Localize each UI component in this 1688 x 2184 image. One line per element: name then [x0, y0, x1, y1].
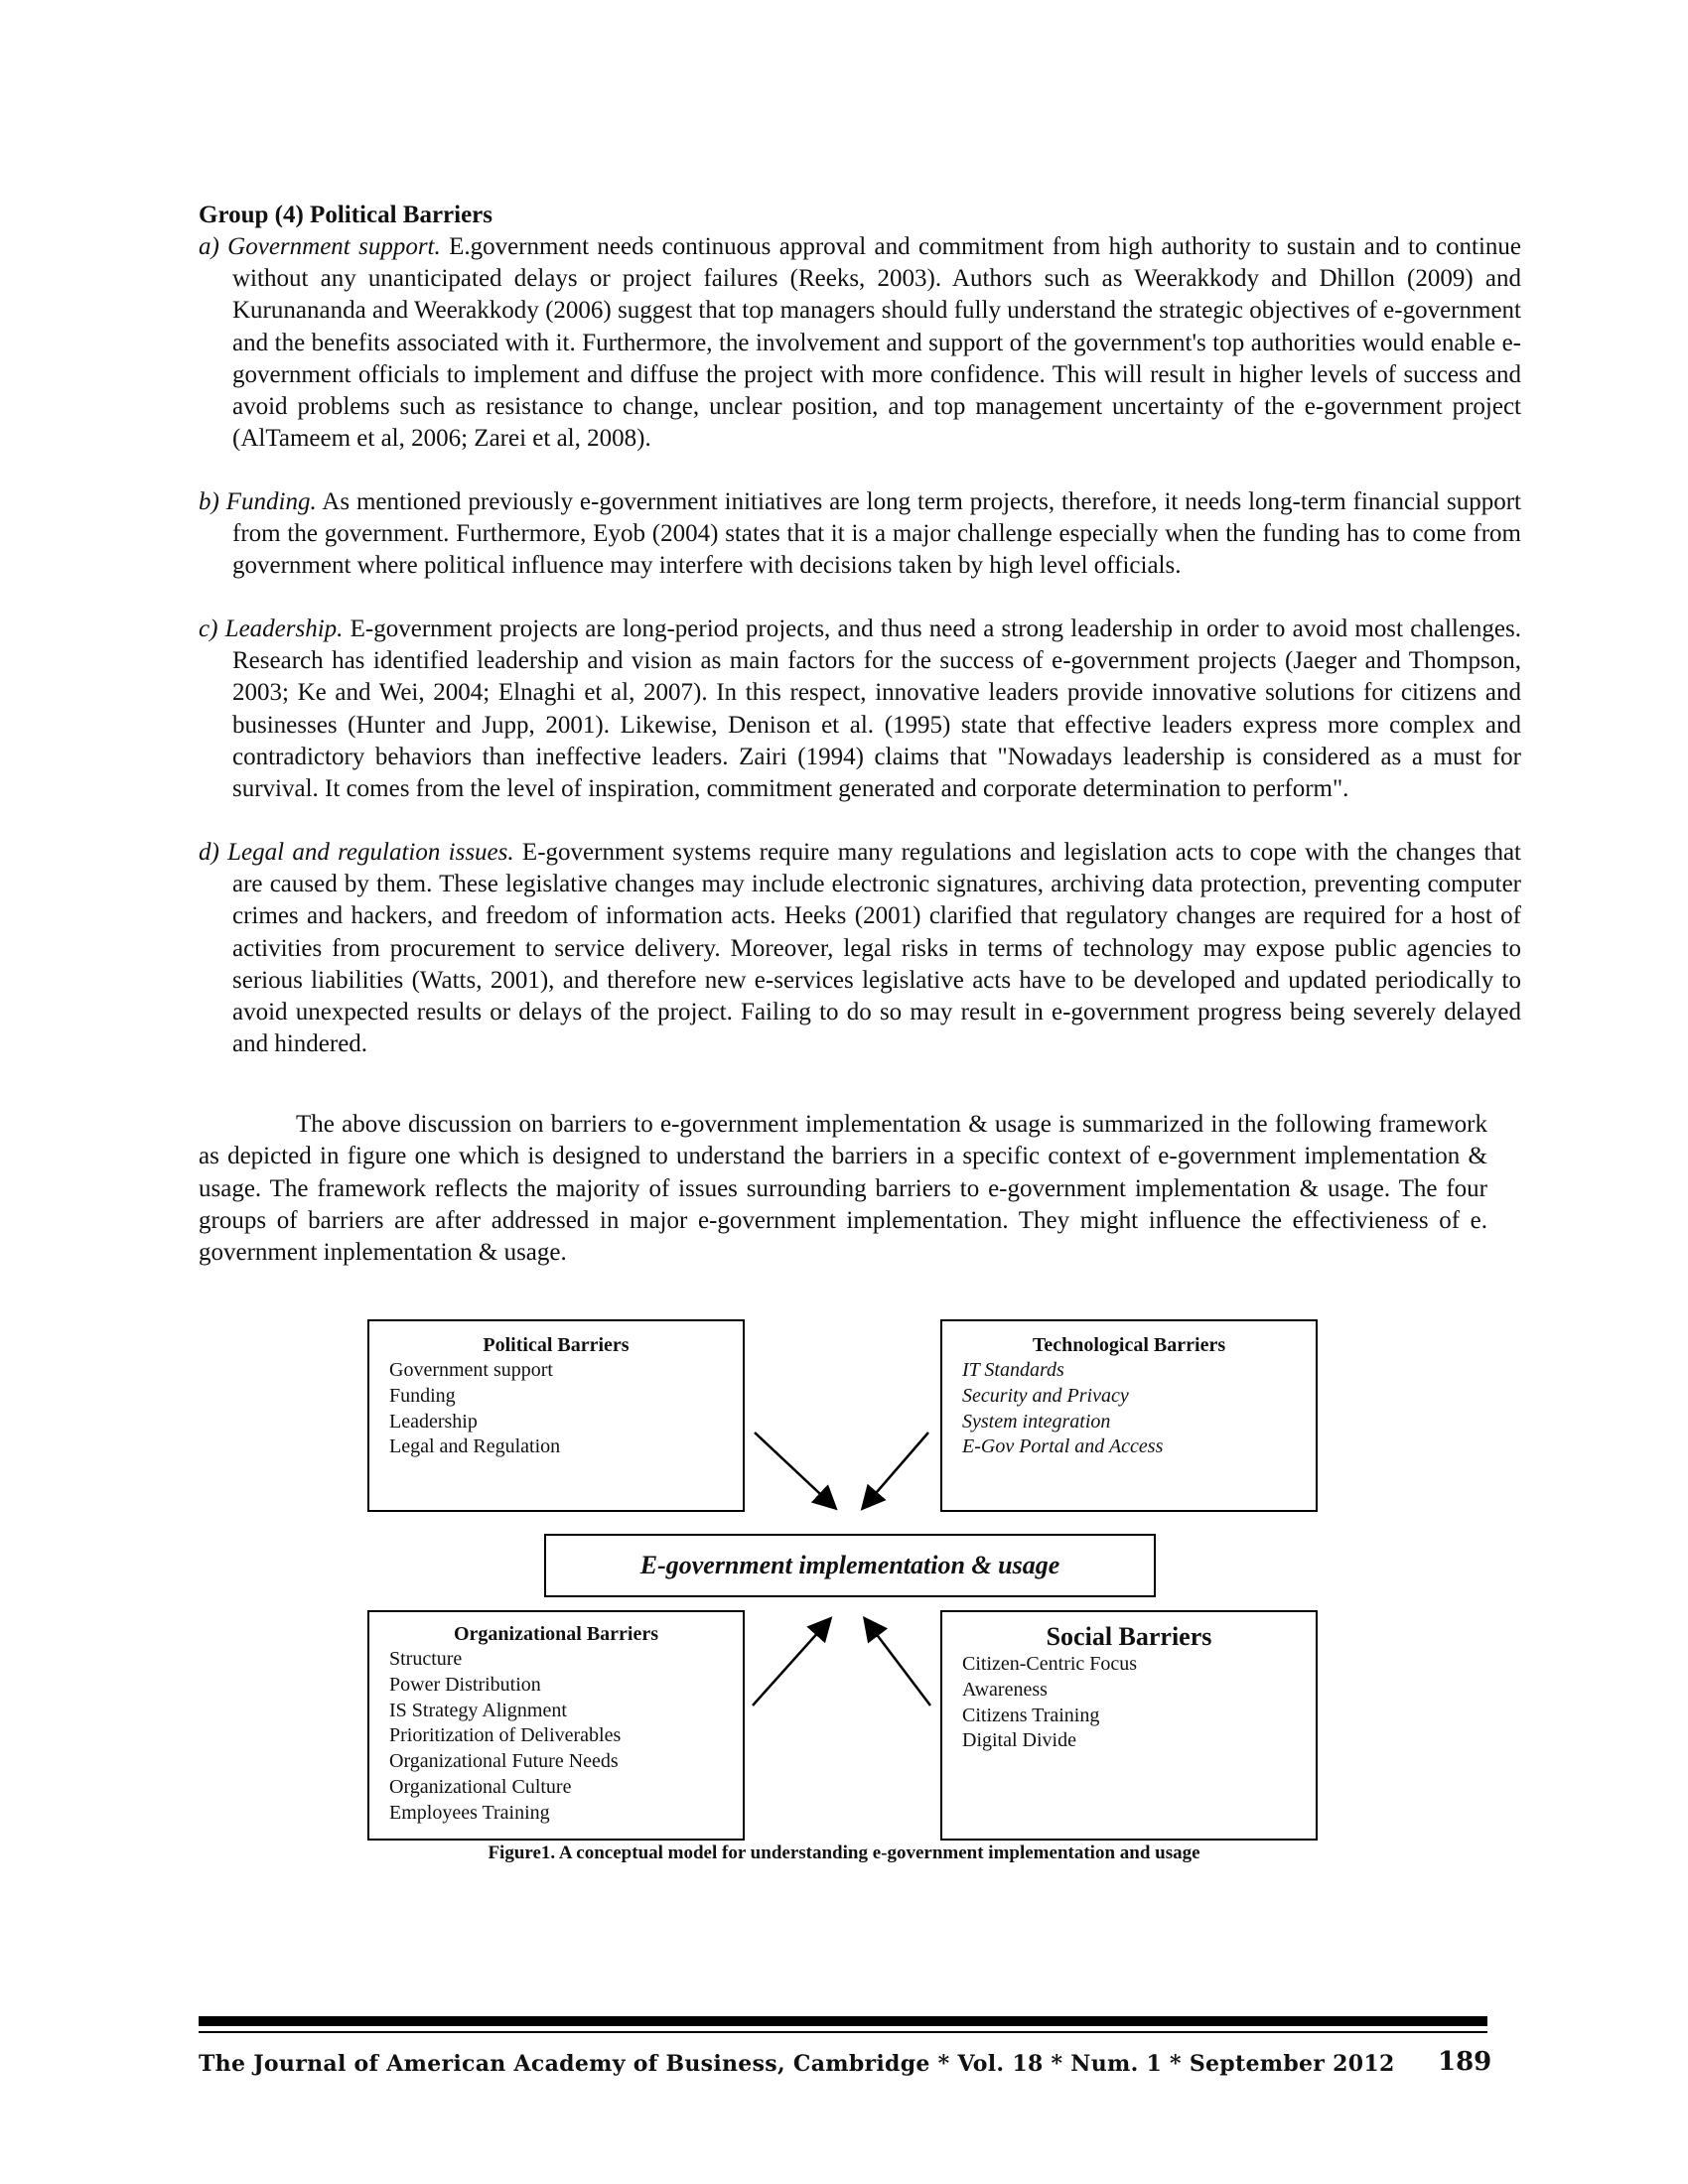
arrow-organizational	[753, 1620, 829, 1706]
list-item: Government support	[389, 1359, 553, 1381]
page-number: 189	[1438, 2047, 1492, 2077]
technological-barriers-title: Technological Barriers	[1032, 1334, 1226, 1356]
technological-barriers-box	[940, 1319, 1318, 1512]
list-item: IT Standards	[962, 1359, 1064, 1381]
list-item: Citizens Training	[962, 1704, 1100, 1726]
social-barriers-box	[940, 1610, 1318, 1841]
list-item: Prioritization of Deliverables	[389, 1724, 622, 1747]
list-item: Organizational Culture	[389, 1775, 572, 1798]
item-label: c) Leadership.	[199, 615, 344, 642]
social-barriers-list	[942, 1652, 1316, 1754]
item-funding	[199, 486, 1521, 583]
item-label: b) Funding.	[199, 488, 317, 515]
item-government-support	[199, 231, 1521, 455]
item-legal-regulation	[199, 837, 1521, 1060]
list-item: Leadership	[389, 1410, 478, 1433]
organizational-barriers-box	[367, 1610, 745, 1841]
list-item: System integration	[962, 1410, 1111, 1433]
footer-journal: The Journal of American Academy of Business, Cambridge * Vol. 18 * Num. 1 * September 2012	[199, 2051, 1395, 2077]
list-item: Organizational Future Needs	[389, 1750, 619, 1773]
list-item: Security and Privacy	[962, 1384, 1129, 1407]
list-item: E-Gov Portal and Access	[962, 1435, 1164, 1458]
list-item: Digital Divide	[962, 1729, 1076, 1752]
item-text: E-government systems require many regulations and legislation acts to cope with the changes that are caused by them. These legislative changes may include electronic signatures, archiving data protection, preventing computer crimes and hackers, and freedom of information acts. Heeks (2001) clarified that regulatory changes are required for a host of activities from procurement to service delivery. Moreover, legal risks in terms of technology may expose public agencies to serious liabilities (Watts, 2001), and therefore new e-services legislative acts have to be developed and updated periodically to avoid unexpected results or delays of the project. Failing to do so may result in e-government progress being severely delayed and hindered.	[232, 839, 1521, 1058]
footer-rule-thick	[199, 2016, 1487, 2026]
item-text: E-government projects are long-period projects, and thus need a strong leadership in order to avoid most challenges. Research has identified leadership and vision as main factors for the success of e-government projects (Jaeger and Thompson, 2003; Ke and Wei, 2004; Elnaghi et al, 2007). In this respect, innovative leaders provide innovative solutions for citizens and businesses (Hunter and Jupp, 2001). Likewise, Denison et al. (1995) state that effective leaders express more complex and contradictory behaviors than ineffective leaders. Zairi (1994) claims that "Nowadays leadership is considered as a must for survival. It comes from the level of inspiration, commitment generated and corporate determination to perform".	[232, 615, 1522, 803]
item-label: a) Government support.	[199, 233, 441, 260]
section-heading: Group (4) Political Barriers	[199, 202, 493, 228]
list-item: Employees Training	[389, 1801, 550, 1824]
political-barriers-title: Political Barriers	[483, 1334, 630, 1356]
summary-paragraph: The above discussion on barriers to e-government implementation & usage is summarized in the following framework as depicted in figure one which is designed to understand the barriers in a specific context of e-government implementation & usage. The framework reflects the majority of issues surrounding barriers to e-government implementation & usage. The four groups of barriers are after addressed in major e-government implementation. They might influence the effectivieness of e. government inplementation & usage.	[199, 1111, 1487, 1267]
item-leadership	[199, 614, 1521, 805]
list-item: Citizen-Centric Focus	[962, 1653, 1138, 1675]
list-item: IS Strategy Alignment	[389, 1699, 567, 1721]
arrow-political	[755, 1433, 834, 1507]
arrow-technological	[864, 1433, 928, 1507]
organizational-barriers-title: Organizational Barriers	[453, 1623, 659, 1645]
figure-caption: Figure1. A conceptual model for understanding e-government implementation and usage	[488, 1843, 1200, 1863]
item-label: d) Legal and regulation issues.	[199, 839, 514, 866]
organizational-barriers-list	[369, 1647, 743, 1827]
technological-barriers-list	[942, 1358, 1316, 1460]
item-text: E.government needs continuous approval and commitment from high authority to sustain and to continue without any unanticipated delays or project failures (Reeks, 2003). Authors such as Weerakkody and Dhillon (2009) and Kurunananda and Weerakkody (2006) suggest that top managers should fully understand the strategic objectives of e-government and the benefits associated with it. Furthermore, the involvement and support of the government's top authorities would enable e-government officials to implement and diffuse the project with more confidence. This will result in higher levels of success and avoid problems such as resistance to change, unclear position, and top management uncertainty of the e-government project (AlTameem et al, 2006; Zarei et al, 2008).	[232, 233, 1521, 453]
political-barriers-box	[367, 1319, 745, 1512]
list-item: Structure	[389, 1648, 463, 1670]
footer-rule-thin	[199, 2031, 1487, 2033]
list-item: Legal and Regulation	[389, 1435, 561, 1458]
arrow-social	[866, 1620, 930, 1706]
list-item: Power Distribution	[389, 1673, 541, 1696]
item-text: As mentioned previously e-government initiatives are long term projects, therefore, it needs long-term financial support from the government. Furthermore, Eyob (2004) states that it is a major challenge especially when the funding has to come from government where political influence may interfere with decisions taken by high level officials.	[232, 488, 1521, 580]
center-box: E-government implementation & usage	[544, 1534, 1156, 1597]
list-item: Awareness	[962, 1678, 1048, 1701]
political-barriers-list	[369, 1358, 743, 1460]
social-barriers-title: Social Barriers	[1046, 1622, 1212, 1651]
list-item: Funding	[389, 1384, 456, 1407]
